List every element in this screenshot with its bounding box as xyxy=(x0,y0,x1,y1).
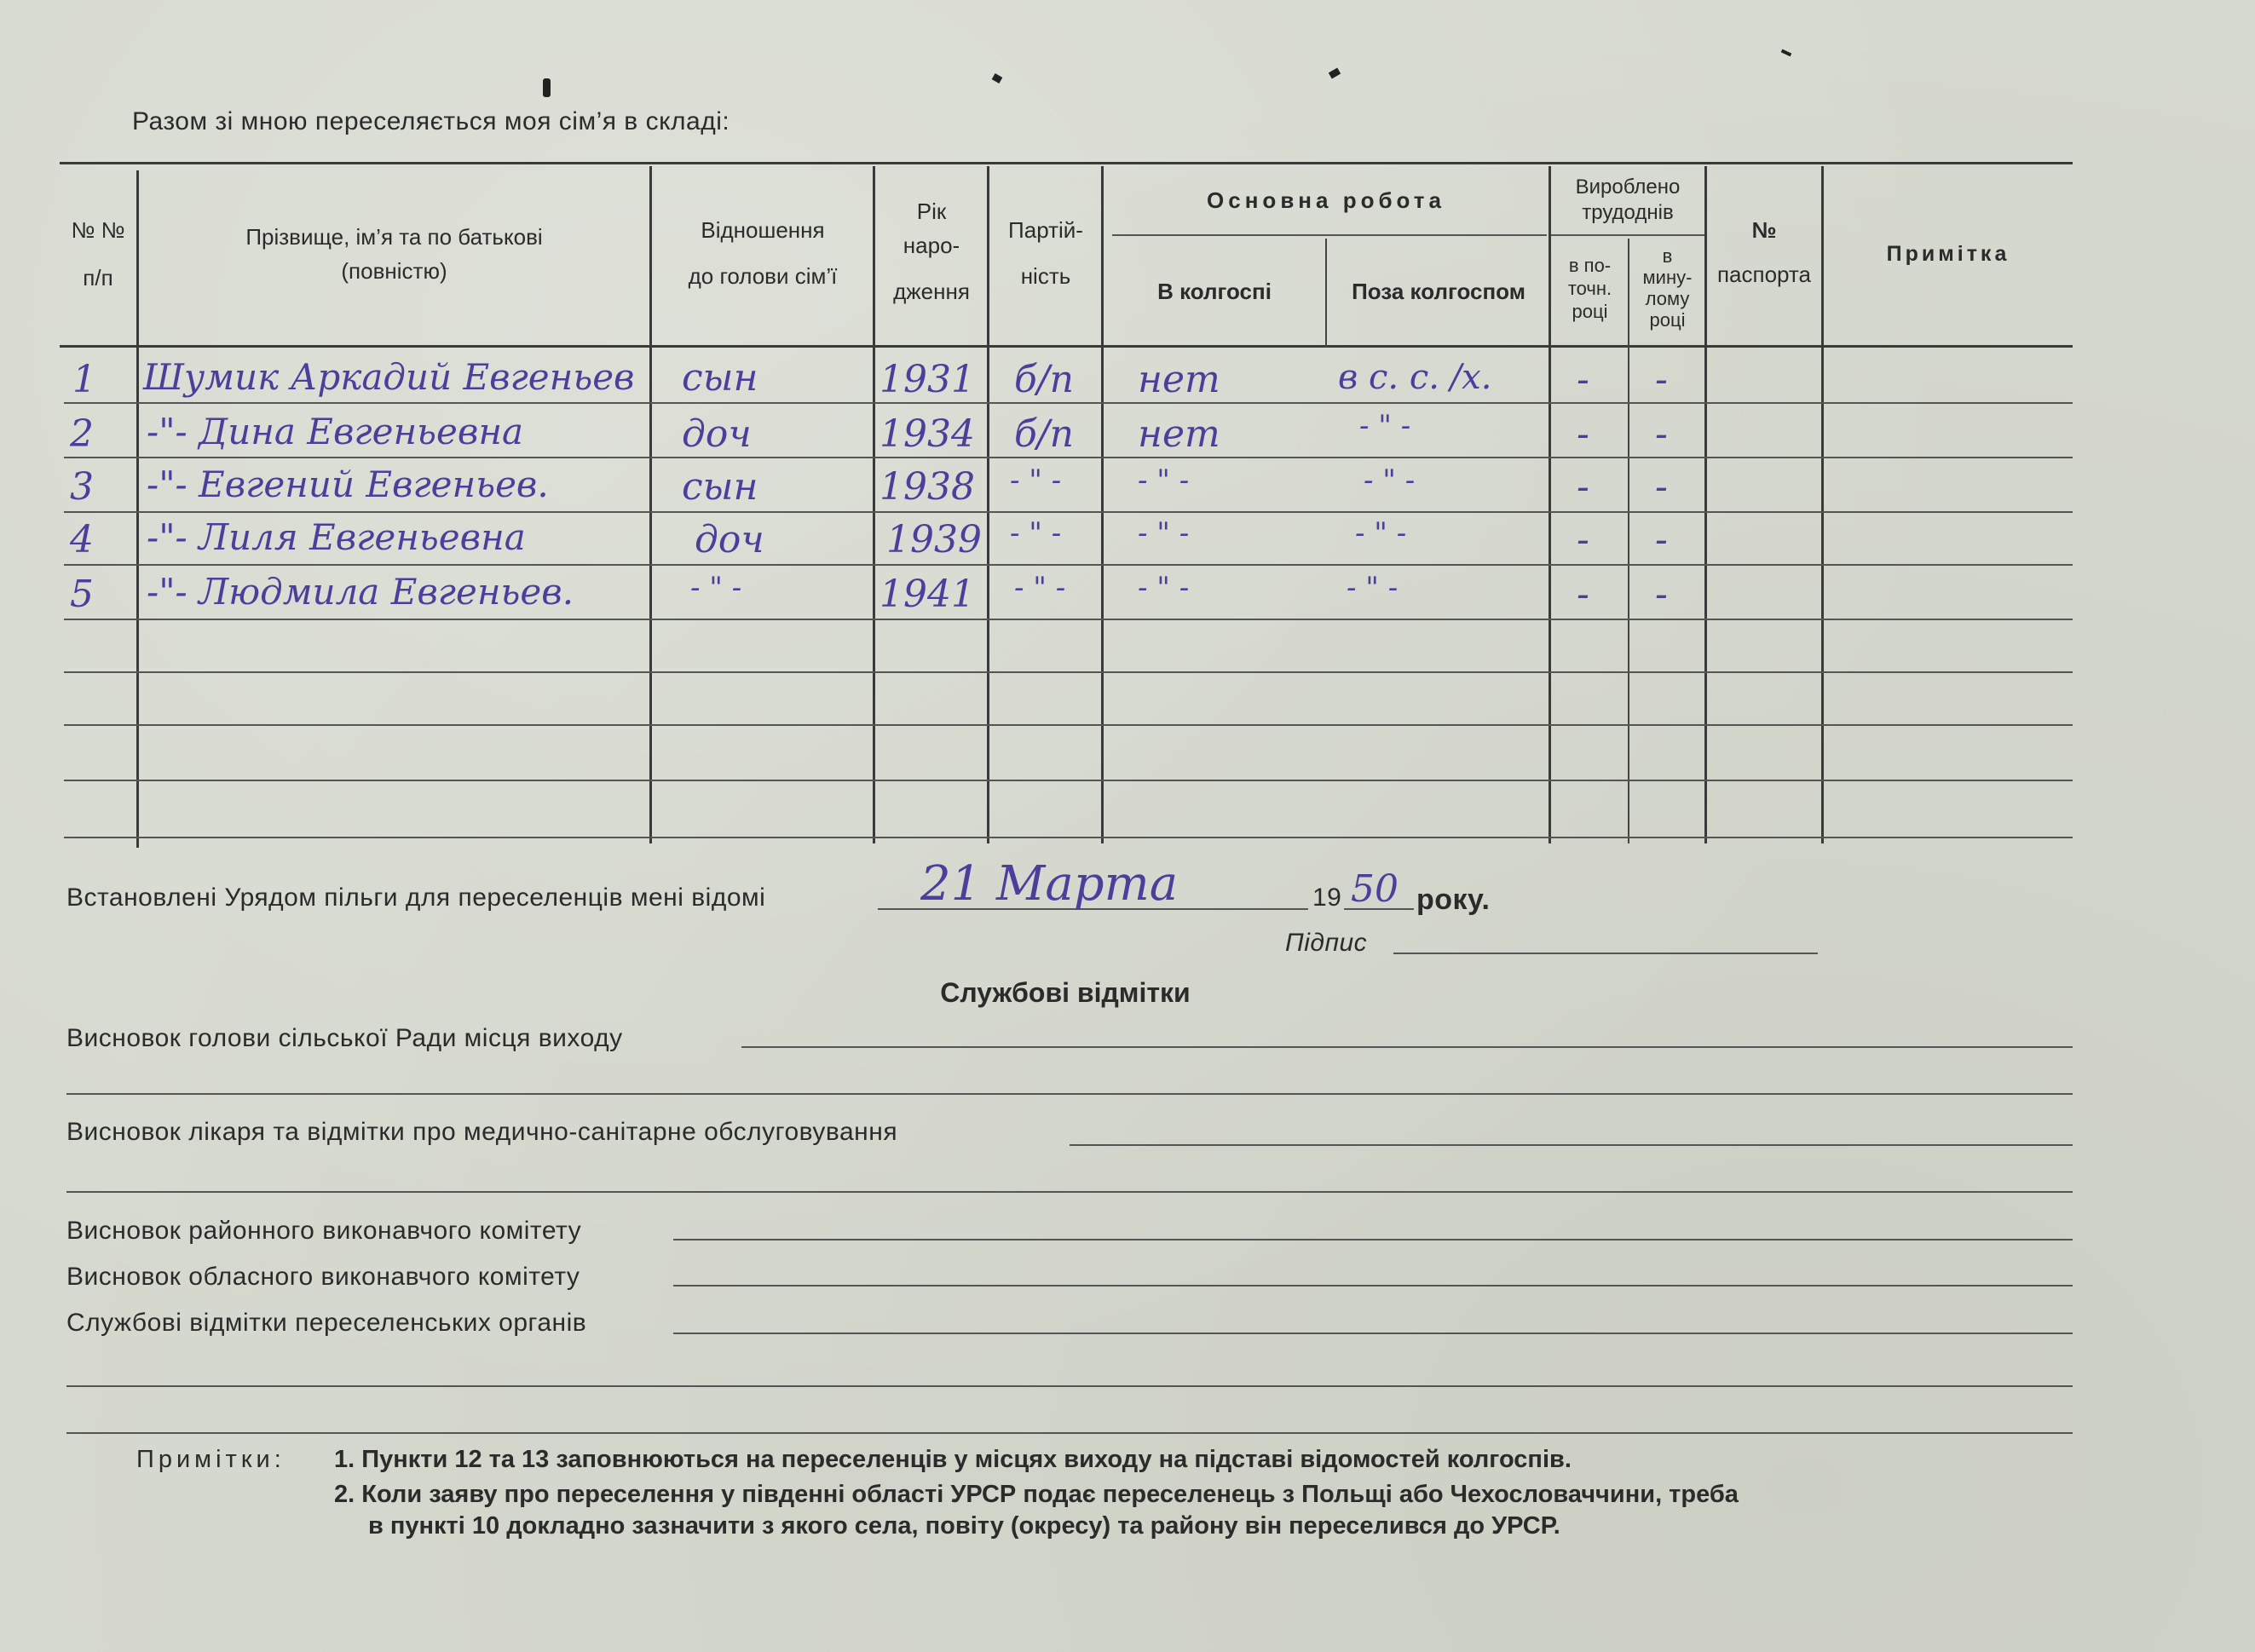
row-outside: - " - xyxy=(1347,571,1399,605)
conclusion-line xyxy=(66,1093,2073,1095)
row-cur: - xyxy=(1577,358,1589,401)
col-line xyxy=(649,166,652,843)
col-line xyxy=(1549,166,1551,843)
conclusion-line xyxy=(1070,1144,2073,1146)
row-party: б/п xyxy=(1014,412,1075,456)
year-suffix: року. xyxy=(1416,884,1491,916)
header-in-kolhosp: В колгоспі xyxy=(1157,279,1272,304)
row-relation: доч xyxy=(695,518,764,561)
header-workdays: Вироблено трудоднів xyxy=(1575,176,1681,224)
row-name: -"- Людмила Евгеньев. xyxy=(147,571,574,613)
col-line xyxy=(1101,166,1104,843)
row-line xyxy=(64,619,2073,620)
row-relation: сын xyxy=(682,465,758,509)
row-num: 3 xyxy=(70,465,94,509)
row-cur: - xyxy=(1577,518,1589,561)
conclusion-district: Висновок районного виконавчого комітету xyxy=(66,1217,582,1245)
col-line xyxy=(1325,239,1327,348)
conclusion-line xyxy=(673,1285,2073,1286)
conclusion-line xyxy=(741,1046,2073,1048)
row-num: 4 xyxy=(70,518,94,561)
notes-label: Примітки: xyxy=(136,1446,285,1473)
row-line xyxy=(64,724,2073,726)
ink-mark xyxy=(992,73,1003,83)
benefits-label: Встановлені Урядом пільги для переселенців мені відомі xyxy=(66,884,766,912)
row-in-kolhosp: - " - xyxy=(1138,571,1190,605)
ink-mark xyxy=(1781,49,1792,57)
header-outside-kolhosp: Поза колгоспом xyxy=(1352,279,1525,304)
col-line xyxy=(1628,239,1629,843)
row-name: -"- Лиля Евгеньевна xyxy=(147,516,526,558)
year-handwritten: 50 xyxy=(1351,867,1399,911)
conclusion-line xyxy=(66,1191,2073,1193)
row-outside: - " - xyxy=(1355,516,1407,550)
header-last-year: в мину- лому році xyxy=(1642,245,1693,331)
conclusion-oblast: Висновок обласного виконавчого комітету xyxy=(66,1263,580,1291)
row-relation: - " - xyxy=(690,571,742,605)
signature-label: Підпис xyxy=(1285,929,1368,957)
row-last: - xyxy=(1655,465,1668,509)
conclusion-head-council: Висновок голови сільської Ради місця виходу xyxy=(66,1024,623,1052)
header-passport: № паспорта xyxy=(1716,217,1812,287)
row-line xyxy=(64,511,2073,513)
row-in-kolhosp: - " - xyxy=(1138,516,1190,550)
ink-mark xyxy=(543,78,551,97)
official-marks-title: Службові відмітки xyxy=(940,977,1191,1008)
row-cur: - xyxy=(1577,573,1589,616)
row-party: б/п xyxy=(1014,358,1075,401)
col-line xyxy=(987,166,989,843)
row-line xyxy=(64,457,2073,458)
table-header-bottom-line xyxy=(60,345,2073,348)
intro-text: Разом зі мною переселяється моя сім’я в складі: xyxy=(132,107,730,135)
row-party: - " - xyxy=(1014,571,1066,605)
row-line xyxy=(64,671,2073,673)
row-party: - " - xyxy=(1010,516,1062,550)
row-name: -"- Евгений Евгеньев. xyxy=(147,463,549,505)
conclusion-line xyxy=(66,1432,2073,1434)
benefits-date: 21 Марта xyxy=(920,856,1179,912)
table-top-line xyxy=(60,162,2073,164)
row-last: - xyxy=(1655,358,1668,401)
row-line xyxy=(64,780,2073,781)
note-2b: в пункті 10 докладно зазначити з якого села, повіту (окресу) та району він переселився до УРСР. xyxy=(368,1512,1560,1540)
row-in-kolhosp: нет xyxy=(1138,412,1220,456)
conclusion-line xyxy=(673,1239,2073,1240)
row-relation: доч xyxy=(682,412,752,456)
conclusion-line xyxy=(66,1385,2073,1387)
row-outside: - " - xyxy=(1359,409,1411,443)
conclusion-line xyxy=(673,1333,2073,1334)
row-cur: - xyxy=(1577,465,1589,509)
header-party: Партій- ність xyxy=(1008,217,1083,289)
row-year: 1938 xyxy=(880,465,975,509)
col-line xyxy=(136,170,139,848)
row-num: 1 xyxy=(72,358,96,401)
header-remark: Примітка xyxy=(1886,242,2010,266)
row-cur: - xyxy=(1577,412,1589,456)
year-prefix: 19 xyxy=(1312,884,1342,912)
row-name: Шумик Аркадий Евгеньев xyxy=(143,356,635,398)
row-last: - xyxy=(1655,412,1668,456)
col-line xyxy=(873,166,875,843)
row-last: - xyxy=(1655,573,1668,616)
conclusion-resettlement: Службові відмітки переселенських органів xyxy=(66,1309,587,1337)
row-year: 1941 xyxy=(880,573,975,616)
note-1: 1. Пункти 12 та 13 заповнюються на переселенців у місцях виходу на підставі відомостей колгоспів. xyxy=(334,1446,1572,1473)
row-line xyxy=(64,837,2073,838)
row-name: -"- Дина Евгеньевна xyxy=(147,411,524,452)
header-name: Прізвище, ім’я та по батькові (повністю) xyxy=(245,224,543,284)
header-num: № № п/п xyxy=(71,217,125,291)
row-outside: в с. с. /х. xyxy=(1338,358,1492,397)
signature-line xyxy=(1393,953,1818,954)
row-in-kolhosp: нет xyxy=(1138,358,1220,401)
row-relation: сын xyxy=(682,356,758,400)
note-2a: 2. Коли заяву про переселення у південні області УРСР подає переселенець з Польщі або Чехословаччини, треба xyxy=(334,1481,1739,1508)
row-outside: - " - xyxy=(1364,463,1416,498)
row-last: - xyxy=(1655,518,1668,561)
row-year: 1931 xyxy=(880,358,975,401)
header-relation: Відношення до голови сім’ї xyxy=(688,217,838,289)
header-main-work: Основна робота xyxy=(1207,187,1445,213)
row-num: 2 xyxy=(70,412,94,456)
row-line xyxy=(64,402,2073,404)
row-line xyxy=(64,564,2073,566)
conclusion-doctor: Висновок лікаря та відмітки про медично-санітарне обслуговування xyxy=(66,1118,898,1146)
header-current-year: в по- точн. році xyxy=(1567,255,1612,322)
ink-mark xyxy=(1329,68,1341,79)
row-party: - " - xyxy=(1010,463,1062,498)
workdays-divider xyxy=(1551,234,1704,236)
row-in-kolhosp: - " - xyxy=(1138,463,1190,498)
row-num: 5 xyxy=(70,573,94,616)
row-year: 1934 xyxy=(880,412,975,456)
main-work-divider xyxy=(1112,234,1547,236)
row-year: 1939 xyxy=(886,518,982,561)
header-birth-year: Рік наро- дження xyxy=(893,199,970,304)
